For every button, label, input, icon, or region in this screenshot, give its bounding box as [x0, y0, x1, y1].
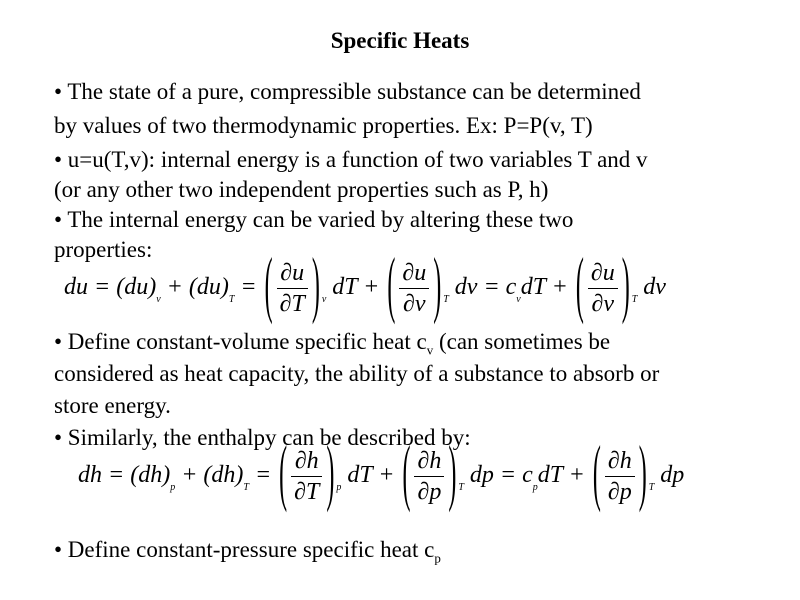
eq-subscript: T [631, 294, 638, 306]
right-paren: ) [433, 246, 442, 328]
text-line: (or any other two independent properties such as P, h) [54, 177, 549, 202]
text-line: • Define constant-pressure specific heat $c_p$ [54, 537, 441, 566]
eq-subscript: T [443, 294, 449, 306]
eq-term: dp [660, 462, 685, 489]
eq-term: dv = c [454, 274, 517, 301]
left-paren: ( [402, 434, 411, 516]
eq-term: dh = (dh) [78, 462, 171, 489]
left-paren: ( [387, 246, 396, 328]
eq-subscript: T [648, 482, 655, 494]
left-paren: ( [575, 246, 584, 328]
left-paren: ( [592, 434, 601, 516]
text-line: • The state of a pure, compressible substance can be determined [54, 79, 641, 104]
text-line: properties: [54, 237, 153, 262]
right-paren: ) [326, 434, 335, 516]
text-line: store energy. [54, 393, 171, 418]
eq-term: dT + [332, 274, 380, 301]
eq-subscript: T [243, 482, 249, 494]
eq-term: = [234, 274, 263, 301]
eq-subscript: v [516, 294, 521, 306]
eq-term: dT + [520, 274, 568, 301]
left-paren: ( [279, 434, 288, 516]
eq-subscript: p [336, 482, 342, 494]
partial-fraction: $\frac{\partial h}{\partial T}$ [291, 446, 322, 507]
partial-fraction: $\frac{\partial u}{\partial v}$ [399, 258, 429, 319]
text-line: • Similarly, the enthalpy can be described by: [54, 425, 471, 450]
right-paren: ) [311, 246, 320, 328]
eq-subscript: T [458, 482, 464, 494]
slide-title: Specific Heats [330, 28, 470, 53]
left-paren: ( [264, 246, 273, 328]
text-line: • The internal energy can be varied by altering these two [54, 207, 574, 232]
text-line: • u=u(T,v): internal energy is a function of two variables T and v [54, 147, 648, 172]
eq-subscript: T [228, 294, 235, 306]
eq-subscript: p [532, 482, 538, 494]
eq-term: dp = c [469, 462, 533, 489]
partial-fraction: $\frac{\partial h}{\partial p}$ [605, 446, 635, 507]
eq-subscript: v [156, 294, 161, 306]
text-line: by values of two thermodynamic properties. Ex: P=P(v, T) [54, 113, 593, 138]
text-line: considered as heat capacity, the ability of a substance to absorb or [54, 361, 660, 386]
partial-fraction: $\frac{\partial h}{\partial p}$ [414, 446, 444, 507]
partial-fraction: $\frac{\partial u}{\partial v}$ [588, 258, 618, 319]
eq-subscript: v [321, 294, 327, 306]
right-paren: ) [638, 434, 647, 516]
eq-term: = [248, 462, 278, 489]
eq-term: dv [643, 274, 666, 301]
text-line: • Define constant-volume specific heat $c_v$ (can sometimes be [54, 329, 611, 358]
eq-term: du = (du) [64, 274, 157, 301]
eq-term: + (du) [160, 274, 229, 301]
right-paren: ) [448, 434, 457, 516]
right-paren: ) [621, 246, 630, 328]
eq-term: dT + [347, 462, 395, 489]
partial-fraction: $\frac{\partial u}{\partial T}$ [277, 258, 308, 319]
eq-term: dT + [537, 462, 585, 489]
eq-subscript: p [170, 482, 176, 494]
eq-term: + (dh) [175, 462, 244, 489]
